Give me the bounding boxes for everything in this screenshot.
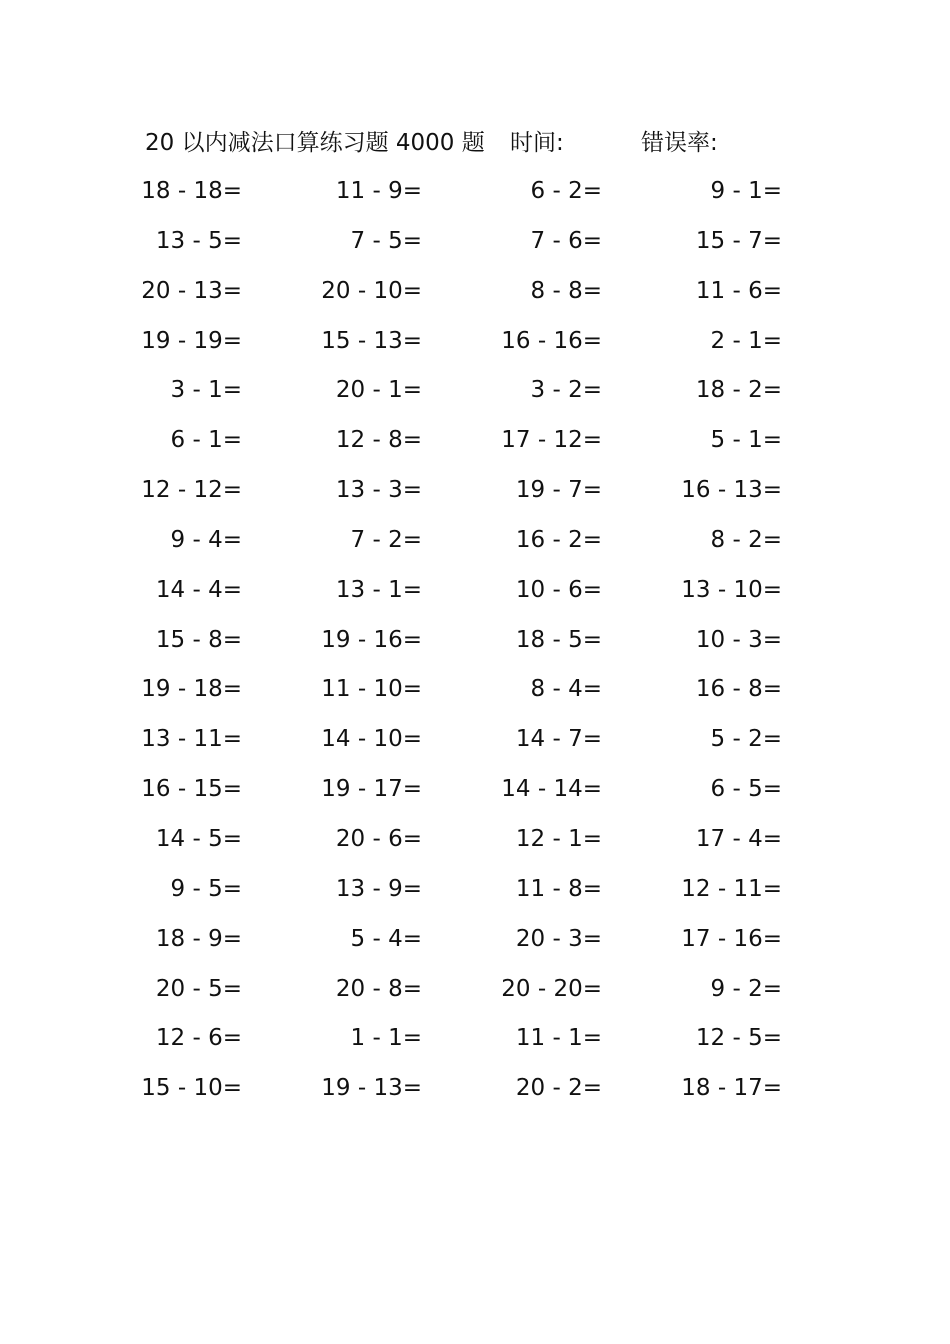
problem-item: 13 - 10= (681, 576, 782, 603)
problem-item: 1 - 1= (350, 1025, 422, 1052)
problem-row (0, 821, 950, 871)
problem-row (0, 971, 950, 1021)
problem-item: 20 - 13= (141, 277, 242, 304)
problem-item: 8 - 4= (530, 676, 602, 703)
problem-item: 14 - 4= (155, 576, 242, 603)
problem-item: 8 - 2= (710, 526, 782, 553)
problem-item: 10 - 3= (695, 626, 782, 653)
problem-item: 2 - 1= (710, 327, 782, 354)
problem-item: 19 - 13= (321, 1075, 422, 1102)
problem-row (0, 622, 950, 672)
problem-item: 11 - 6= (695, 277, 782, 304)
problem-item: 9 - 1= (710, 178, 782, 204)
problem-item: 13 - 3= (335, 477, 422, 504)
problem-item: 12 - 11= (681, 875, 782, 902)
problem-item: 11 - 9= (335, 178, 422, 204)
problem-item: 10 - 6= (515, 576, 602, 603)
problem-item: 7 - 2= (350, 526, 422, 553)
problem-item: 5 - 2= (710, 726, 782, 753)
problem-item: 15 - 8= (155, 626, 242, 653)
problem-item: 7 - 6= (530, 227, 602, 254)
problem-item: 20 - 8= (335, 975, 422, 1002)
problem-item: 19 - 19= (141, 327, 242, 354)
problem-item: 20 - 3= (515, 925, 602, 952)
problem-row (0, 1020, 950, 1070)
problem-item: 5 - 1= (710, 427, 782, 454)
problem-row (0, 572, 950, 622)
problem-item: 15 - 13= (321, 327, 422, 354)
problem-row (0, 223, 950, 273)
problem-item: 6 - 1= (170, 427, 242, 454)
problem-item: 17 - 12= (501, 427, 602, 454)
problem-row (0, 323, 950, 373)
time-label: 时间: (510, 130, 564, 156)
problem-item: 6 - 5= (710, 776, 782, 803)
worksheet-header (145, 126, 845, 160)
problem-row (0, 721, 950, 771)
problem-item: 12 - 5= (695, 1025, 782, 1052)
problem-item: 3 - 1= (170, 377, 242, 404)
problem-item: 19 - 7= (515, 477, 602, 504)
problem-item: 20 - 6= (335, 825, 422, 852)
problem-item: 14 - 14= (501, 776, 602, 803)
problem-item: 18 - 9= (155, 925, 242, 952)
problem-item: 17 - 16= (681, 925, 782, 952)
problem-row (0, 671, 950, 721)
problem-row (0, 771, 950, 821)
problem-item: 16 - 2= (515, 526, 602, 553)
problem-item: 14 - 7= (515, 726, 602, 753)
problem-item: 12 - 6= (155, 1025, 242, 1052)
worksheet-title: 20 以内减法口算练习题 4000 题 (145, 130, 485, 156)
problem-item: 9 - 2= (710, 975, 782, 1002)
problem-row (0, 871, 950, 921)
problem-item: 5 - 4= (350, 925, 422, 952)
problem-item: 17 - 4= (695, 825, 782, 852)
problem-item: 14 - 5= (155, 825, 242, 852)
problem-item: 20 - 10= (321, 277, 422, 304)
problem-item: 13 - 9= (335, 875, 422, 902)
problem-item: 20 - 20= (501, 975, 602, 1002)
problem-item: 13 - 11= (141, 726, 242, 753)
problem-item: 16 - 13= (681, 477, 782, 504)
problem-item: 8 - 8= (530, 277, 602, 304)
problem-item: 13 - 5= (155, 227, 242, 254)
problem-row (0, 522, 950, 572)
problem-item: 20 - 2= (515, 1075, 602, 1102)
problem-item: 3 - 2= (530, 377, 602, 404)
problem-item: 11 - 10= (321, 676, 422, 703)
problem-item: 14 - 10= (321, 726, 422, 753)
problem-item: 16 - 8= (695, 676, 782, 703)
problem-item: 19 - 18= (141, 676, 242, 703)
problem-item: 9 - 4= (170, 526, 242, 553)
problem-row (0, 921, 950, 971)
problem-item: 19 - 17= (321, 776, 422, 803)
problem-row (0, 1070, 950, 1120)
problem-item: 18 - 5= (515, 626, 602, 653)
problem-item: 15 - 10= (141, 1075, 242, 1102)
problem-item: 13 - 1= (335, 576, 422, 603)
problem-row (0, 273, 950, 323)
problem-row (0, 173, 950, 223)
problem-grid (0, 173, 950, 1120)
problem-row (0, 422, 950, 472)
problem-item: 20 - 5= (155, 975, 242, 1002)
problem-item: 7 - 5= (350, 227, 422, 254)
problem-item: 6 - 2= (530, 178, 602, 204)
error-rate-label: 错误率: (641, 130, 718, 156)
problem-item: 12 - 8= (335, 427, 422, 454)
problem-item: 20 - 1= (335, 377, 422, 404)
problem-row (0, 472, 950, 522)
problem-item: 12 - 1= (515, 825, 602, 852)
problem-item: 16 - 15= (141, 776, 242, 803)
problem-item: 18 - 18= (141, 178, 242, 204)
problem-row (0, 372, 950, 422)
problem-item: 9 - 5= (170, 875, 242, 902)
problem-item: 11 - 8= (515, 875, 602, 902)
problem-item: 15 - 7= (695, 227, 782, 254)
problem-item: 19 - 16= (321, 626, 422, 653)
problem-item: 16 - 16= (501, 327, 602, 354)
problem-item: 11 - 1= (515, 1025, 602, 1052)
problem-item: 18 - 2= (695, 377, 782, 404)
problem-item: 18 - 17= (681, 1075, 782, 1102)
problem-item: 12 - 12= (141, 477, 242, 504)
